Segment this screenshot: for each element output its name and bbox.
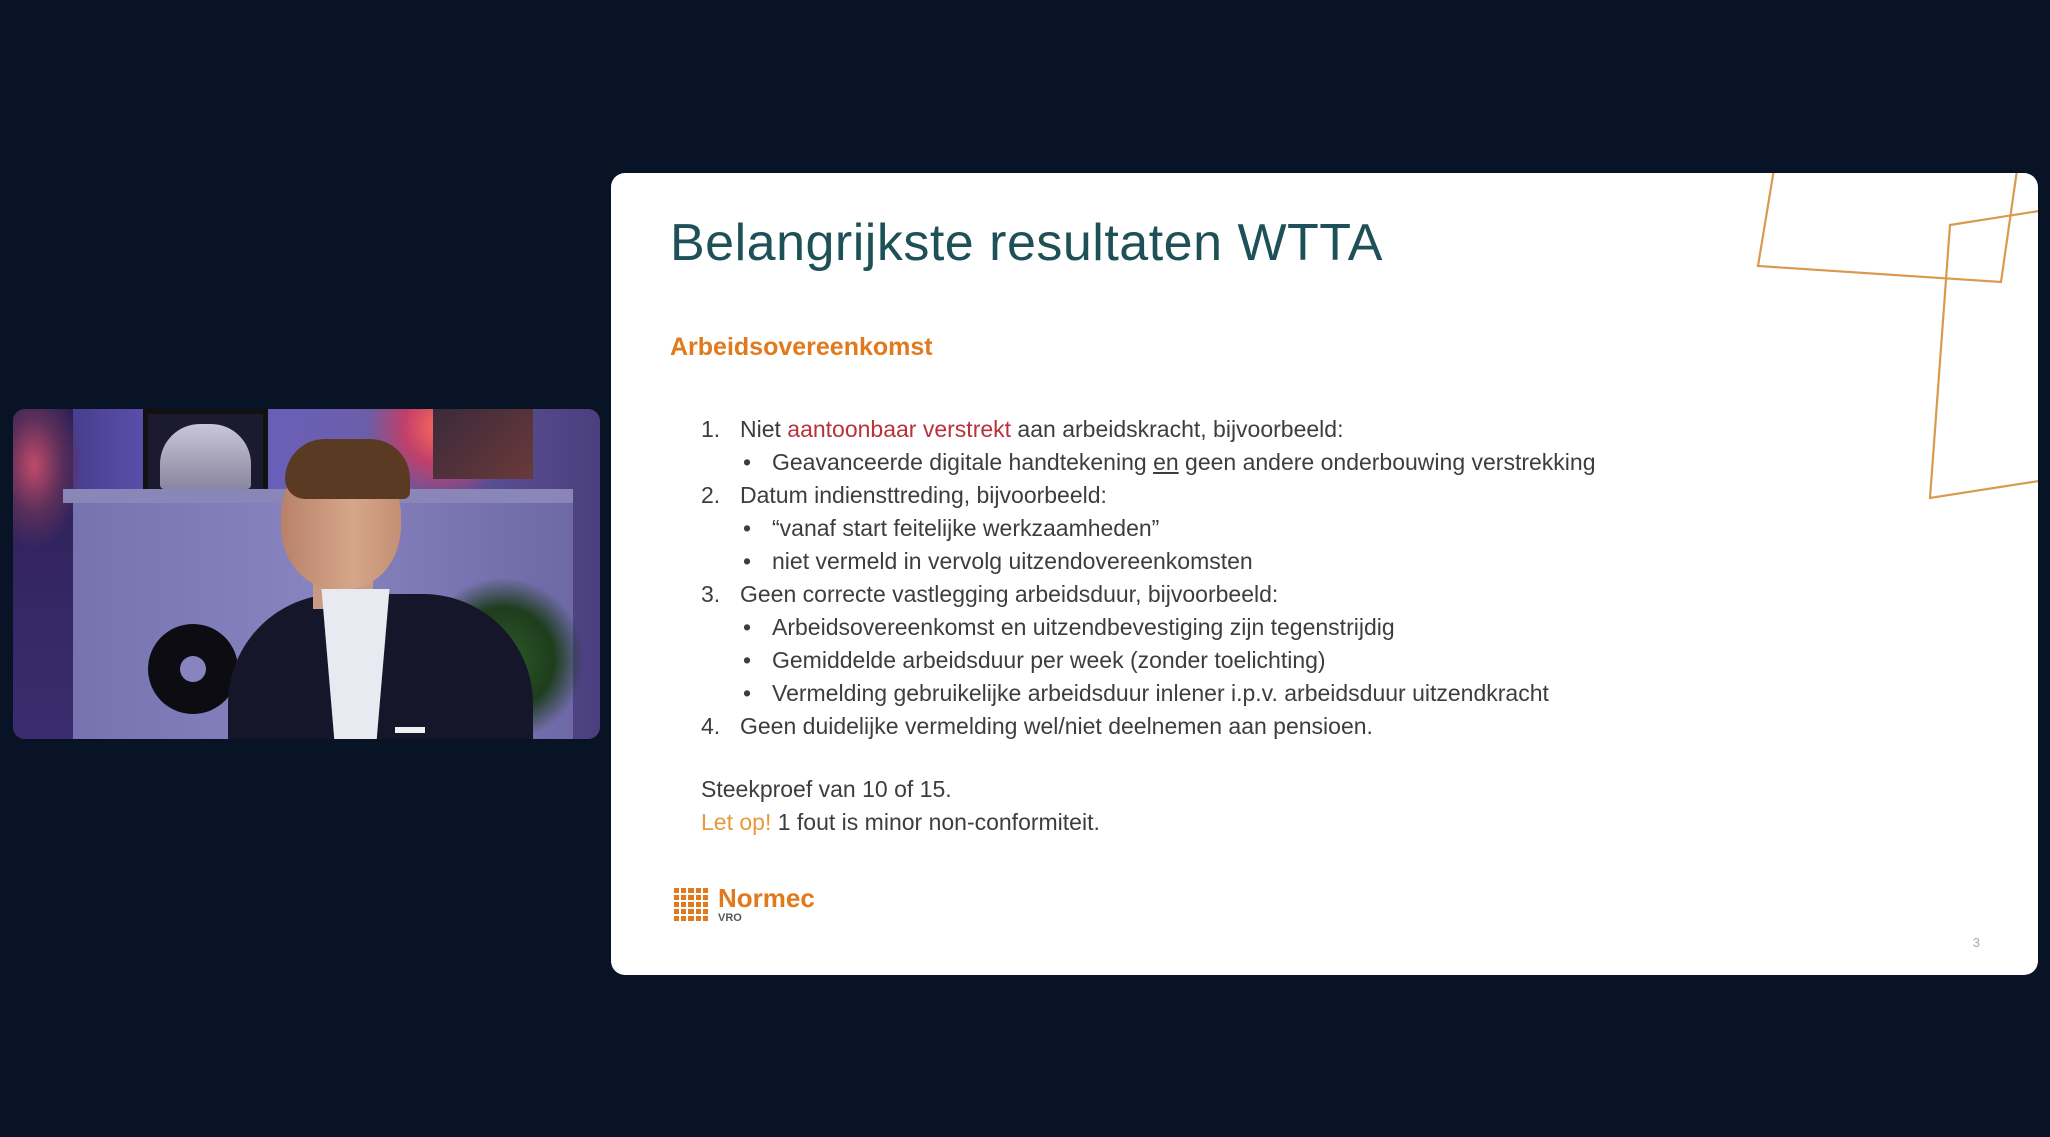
list-item-number: 3. [701, 581, 721, 607]
list-subitem: • Geavanceerde digitale handtekening en geen andere onderbouwing verstrekking [701, 446, 1901, 479]
list-item: 2. Datum indiensttreding, bijvoorbeeld: [701, 479, 1901, 512]
logo-subtitle: VRO [718, 912, 742, 924]
logo-name: Normec [718, 883, 815, 913]
list-subitem: • niet vermeld in vervolg uitzendovereenkomsten [701, 545, 1901, 578]
presenter-pocket-square [395, 727, 425, 733]
presenter-video-tile[interactable] [13, 409, 600, 739]
video-background-lamp [148, 624, 238, 714]
list-subitem: • Arbeidsovereenkomst en uitzendbevestiging zijn tegenstrijdig [701, 611, 1901, 644]
underlined-text: en [1153, 449, 1179, 475]
highlight-text: aantoonbaar verstrekt [787, 416, 1012, 442]
slide-subtitle: Arbeidsovereenkomst [670, 333, 933, 361]
sample-note: Steekproef van 10 of 15. [701, 776, 952, 802]
bullet-icon: • [743, 647, 752, 673]
list-item-number: 4. [701, 713, 721, 739]
bullet-icon: • [743, 614, 752, 640]
list-item-number: 1. [701, 416, 721, 442]
slide-notes [701, 773, 1100, 839]
list-item: 3. Geen correcte vastlegging arbeidsduur, bijvoorbeeld: [701, 578, 1901, 611]
presentation-slide [611, 173, 2038, 975]
list-subitem: • Vermelding gebruikelijke arbeidsduur inlener i.p.v. arbeidsduur uitzendkracht [701, 677, 1901, 710]
list-item: 4. Geen duidelijke vermelding wel/niet deelnemen aan pensioen. [701, 710, 1901, 743]
list-subitem: • Gemiddelde arbeidsduur per week (zonder toelichting) [701, 644, 1901, 677]
list-item: 1. Niet aantoonbaar verstrekt aan arbeidskracht, bijvoorbeeld: [701, 413, 1901, 446]
presenter-hair [285, 439, 410, 499]
list-subitem: • “vanaf start feitelijke werkzaamheden” [701, 512, 1901, 545]
attention-label: Let op! [701, 809, 772, 835]
bullet-icon: • [743, 548, 752, 574]
bullet-icon: • [743, 515, 752, 541]
slide-title: Belangrijkste resultaten WTTA [670, 214, 1383, 272]
bullet-icon: • [743, 680, 752, 706]
bullet-icon: • [743, 449, 752, 475]
list-item-number: 2. [701, 482, 721, 508]
normec-logo [674, 885, 815, 924]
slide-page-number: 3 [1972, 935, 1980, 950]
findings-list [701, 413, 1901, 743]
normec-grid-logo-icon [674, 888, 708, 922]
video-background-poster [433, 409, 533, 479]
attention-note: Let op! 1 fout is minor non-conformiteit. [701, 809, 1100, 835]
